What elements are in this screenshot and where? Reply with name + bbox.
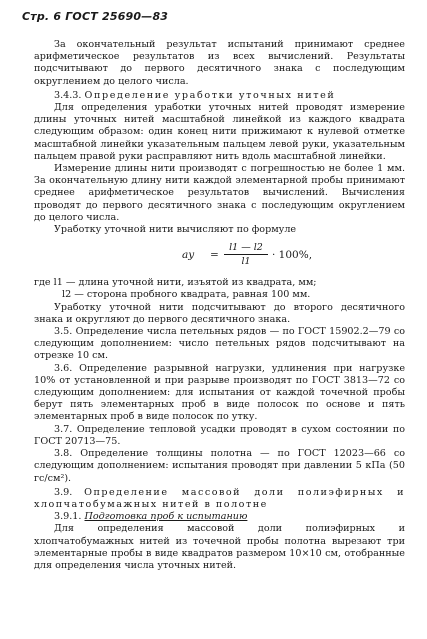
section-title: Подготовка проб к испытанию (84, 511, 248, 523)
paragraph-3-5: 3.5. Определение числа петельных рядов — по ГОСТ 15902.2—79 со следующим дополнением: число петельных рядов подсчитывают на отрезке 10 см. (34, 326, 405, 362)
paragraph-measure-accuracy: Измерение длины нити производят с погрешностью не более 1 мм. За окончательную длину нити каждой элементарной пробы принимают среднее арифметическое результатов вычислений. Вычисления проводят до первого десятичного знака с последующим округлением до целого числа. (34, 163, 405, 223)
formula-legend-l1: где l1 — длина уточной нити, изъятой из квадрата, мм; (34, 277, 317, 289)
paragraph-result: За окончательный результат испытаний принимают среднее арифметическое результатов из всех вычислений. Результаты подсчитывают до первого десятичного знака с последующим округлением до целого числа. (34, 39, 405, 87)
formula-legend-l2: l2 — сторона пробного квадрата, равная 100 мм. (62, 289, 311, 301)
paragraph-sample-prep: Для определения массовой доли полиэфирных и хлопчатобумажных нитей из точечной пробы полотна вырезают три элементарные пробы в виде квадратов размером 10×10 см, отобранные для определения числа уточных нитей. (34, 523, 405, 571)
formula-equals: = (210, 249, 219, 262)
formula (34, 242, 405, 270)
paragraph-formula-intro: Уработку уточной нити вычисляют по формуле (54, 224, 297, 236)
section-number: 3.9.1. (54, 511, 85, 523)
section-number: 3.9. (54, 486, 85, 498)
paragraph-3-7: 3.7. Определение тепловой усадки проводят в сухом состоянии по ГОСТ 20713—75. (34, 423, 405, 447)
section-3-9-heading (34, 487, 405, 511)
formula-denominator: l1 (241, 256, 251, 268)
section-title: Определение уработки уточных нитей (84, 89, 336, 101)
paragraph-3-8: 3.8. Определение толщины полотна — по ГОСТ 12023—66 со следующим дополнением: испытания проводят при давлении 5 кПа (50 гс/см²). (34, 448, 405, 484)
formula-numerator: l1 — l2 (224, 242, 268, 255)
section-3-4-3-heading (34, 90, 405, 102)
formula-fraction (224, 242, 268, 267)
paragraph-rounding: Уработку уточной нити подсчитывают до второго десятичного знака и округляют до первого десятичного знака. (34, 301, 405, 325)
paragraph-3-6: 3.6. Определение разрывной нагрузки, удлинения при нагрузке 10% от установленной и при разрыве производят по ГОСТ 3813—72 со следующим дополнением: для испытания от каждой точечной пробы берут пять элементарных проб в виде полосок по основе и пять элементарных проб в виде полосок по утку. (34, 362, 405, 423)
section-number: 3.4.3. (54, 89, 85, 101)
section-3-9-1-heading (34, 511, 405, 523)
section-title: Определение массовой доли полиэфирных и хлопчатобумажных нитей в полотне (34, 486, 405, 510)
page-header: Стр. 6 ГОСТ 25690—83 (22, 10, 169, 23)
formula-multiplier: · 100%, (272, 249, 313, 262)
formula-lhs: aу (182, 249, 195, 262)
paragraph-measure-method: Для определения уработки уточных нитей проводят измерение длины уточных нитей масштабной линейкой из каждого квадрата следующим образом: один конец нити прижимают к нулевой отметке масштабной линейки указательным пальцем левой руки, указательным пальцем правой руки расправляют нить вдоль масштабной линейки. (34, 102, 405, 162)
